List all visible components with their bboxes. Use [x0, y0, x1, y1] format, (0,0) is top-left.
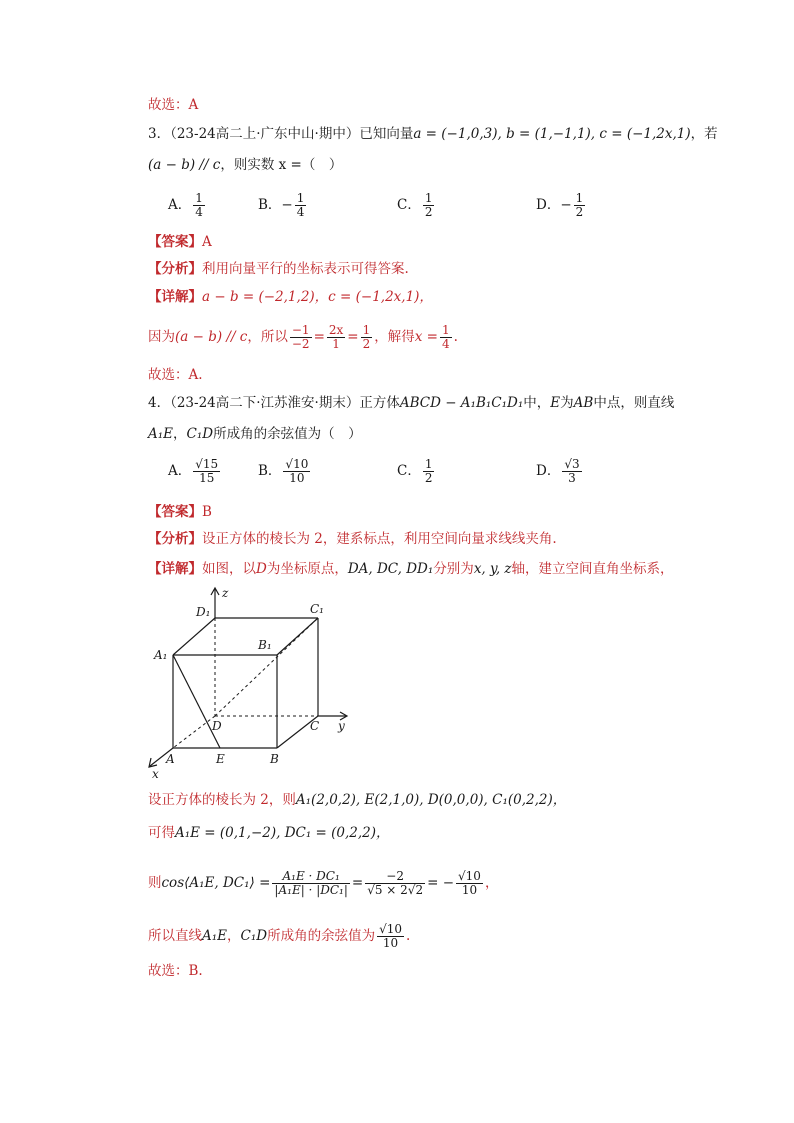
- option-label: C．: [397, 463, 421, 479]
- fraction: $\frac{1}{4}$: [441, 323, 450, 351]
- label-d1: D₁: [196, 605, 211, 619]
- detail-tag: 【详解】: [148, 561, 202, 577]
- hidden-edge-d-a: [173, 716, 215, 748]
- q3-stem-line2: [148, 155, 342, 175]
- q4-detail-line1: 【详解】如图，以D为坐标原点，DA, DC, DD₁分别为x, y, z轴，建立空间直角坐标系，: [148, 561, 674, 577]
- hidden-segment-d-c1: [215, 618, 318, 716]
- fraction: $\frac{1}{2}$: [362, 323, 371, 351]
- fraction: $\frac{1}{4}$: [195, 191, 203, 219]
- label-x: x: [152, 767, 159, 781]
- q4-detail-line2: 设正方体的棱长为 2，则A₁(2,0,2), E(2,1,0), D(0,0,0), C₁(0,2,2)，: [148, 792, 567, 808]
- label-a: A: [166, 752, 175, 766]
- label-b: B: [270, 752, 279, 766]
- option-label: A．: [168, 463, 192, 479]
- fraction: $\frac{1}{2}$: [424, 457, 433, 485]
- q4-answer-line: [148, 502, 212, 522]
- fraction: $\frac{√15}{15}$: [195, 457, 219, 485]
- fraction: $\frac{1}{2}$: [424, 191, 433, 219]
- answer-tag: 【答案】: [148, 234, 202, 250]
- answer-value: B: [202, 504, 212, 520]
- option-label: D．: [536, 197, 561, 213]
- q4-final: 故选：B.: [148, 963, 203, 979]
- parallel-expr: (a − b) // c: [175, 329, 248, 345]
- q3-ruo: ，若: [690, 126, 718, 142]
- q4-stem-line1: 4．（23-24高二下·江苏淮安·期末）正方体ABCD − A₁B₁C₁D₁中，E为AB中点，则直线: [148, 395, 675, 411]
- q3-detail-line1: [148, 287, 433, 307]
- q3-option-a[interactable]: [168, 192, 207, 219]
- q4-detail-line5: 所以直线A₁E，C₁D所成角的余弦值为 $\frac{√10}{10}$ .: [148, 922, 411, 950]
- label-d: D: [212, 719, 222, 733]
- analysis-text: 设正方体的棱长为 2，建系标点，利用空间向量求线线夹角.: [202, 531, 557, 547]
- q4-stem-line2: A₁E，C₁D所成角的余弦值为（ ）: [148, 426, 362, 442]
- q3-option-c[interactable]: [397, 192, 436, 219]
- q3-stem-text: 3．（23-24高二上·广东中山·期中）已知向量: [148, 126, 414, 142]
- segment-a1-e: [173, 655, 220, 748]
- cube-figure: [140, 585, 370, 785]
- q4-analysis-line: [148, 529, 557, 549]
- q3-vectors: a = (−1,0,3), b = (1,−1,1), c = (−1,2x,1): [413, 126, 691, 142]
- fraction: $\frac{-2}{√5 \times 2√2}$: [367, 869, 424, 897]
- q4-option-d[interactable]: [536, 458, 584, 485]
- label-y: y: [338, 719, 345, 733]
- option-label: D．: [536, 463, 561, 479]
- q3-stem-line1: [148, 124, 718, 144]
- q3-option-d[interactable]: D．− $\frac{1}{2}$: [536, 191, 584, 219]
- q4-option-c[interactable]: [397, 458, 436, 485]
- q4-detail-line4: 则cos⟨A₁E, DC₁⟩ = $\frac{\text{A₁E · DC₁}}{\text{|A₁E| · |DC₁|}}$ = $\frac{-2}{√5 \times 2√2}$ = − $\frac{√10}{10}$ ，: [148, 869, 499, 897]
- option-label: A．: [168, 197, 192, 213]
- detail-expr: a − b = (−2,1,2)，c = (−1,2x,1)，: [202, 289, 433, 305]
- analysis-tag: 【分析】: [148, 261, 202, 277]
- q3-option-b[interactable]: B．− $\frac{1}{4}$: [258, 191, 305, 219]
- detail-tag: 【详解】: [148, 289, 202, 305]
- fraction: $\frac{\text{A₁E · DC₁}}{\text{|A₁E| · |DC₁|}}$: [274, 869, 348, 897]
- prev-answer-line: 故选：A: [148, 97, 199, 113]
- q4-option-b[interactable]: [258, 458, 312, 485]
- fraction: $\frac{-1}{-2}$: [291, 323, 310, 351]
- q3-analysis-line: [148, 259, 409, 279]
- option-label: B．: [258, 463, 282, 479]
- q4-option-a[interactable]: [168, 458, 222, 485]
- label-c: C: [310, 719, 320, 733]
- label-b1: B₁: [258, 638, 272, 652]
- fraction: $\frac{1}{2}$: [575, 191, 584, 219]
- option-label: C．: [397, 197, 421, 213]
- answer-value: A: [202, 234, 212, 250]
- q3-answer-line: [148, 232, 212, 252]
- q3-detail-line2: 因为(a − b) // c，所以 $\frac{-1}{-2}$ = $\frac{2x}{1}$ = $\frac{1}{2}$ ，解得x = $\frac{1}{4}$ .: [148, 323, 458, 351]
- fraction: $\frac{√3}{3}$: [564, 457, 580, 485]
- label-a1: A₁: [154, 648, 168, 662]
- edge-a1-d1: [173, 618, 215, 655]
- analysis-tag: 【分析】: [148, 531, 202, 547]
- fraction: $\frac{1}{4}$: [296, 191, 305, 219]
- fraction: $\frac{√10}{10}$: [285, 457, 309, 485]
- answer-tag: 【答案】: [148, 504, 202, 520]
- q3-final: 故选：A.: [148, 367, 203, 383]
- q3-parallel-expr: (a − b) // c: [148, 157, 221, 173]
- cube-name: ABCD − A₁B₁C₁D₁: [399, 395, 524, 411]
- q4-detail-line3: 可得A₁E = (0,1,−2), DC₁ = (0,2,2)，: [148, 825, 390, 841]
- label-z: z: [222, 586, 229, 600]
- fraction: $\frac{2x}{1}$: [328, 323, 344, 351]
- analysis-text: 利用向量平行的坐标表示可得答案.: [202, 261, 409, 277]
- option-label: B．: [258, 197, 282, 213]
- label-e: E: [216, 752, 225, 766]
- label-c1: C₁: [310, 602, 324, 616]
- fraction: $\frac{√10}{10}$: [458, 869, 481, 897]
- q3-stem-text2: ，则实数 x =（ ）: [220, 157, 343, 173]
- fraction: $\frac{√10}{10}$: [379, 922, 403, 950]
